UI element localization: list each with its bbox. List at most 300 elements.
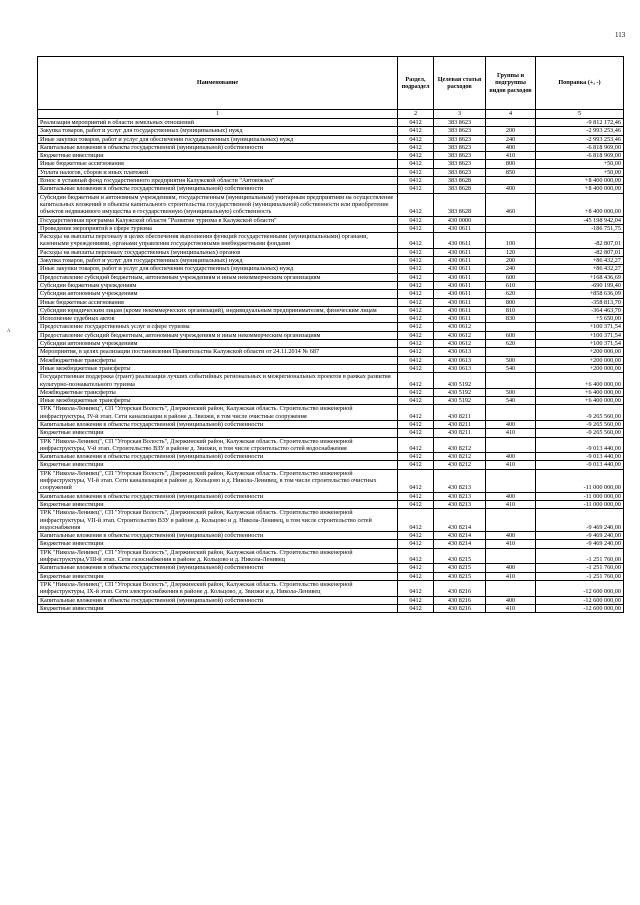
table-row — [38, 127, 624, 135]
table-row — [38, 532, 624, 540]
row-group — [486, 469, 536, 492]
row-article: 430 8215 — [434, 572, 486, 580]
row-amount: +168 436,69 — [536, 273, 624, 281]
row-section: 0412 — [398, 127, 434, 135]
row-name: Уплата налогов, сборов и иных платежей — [38, 168, 398, 176]
row-group: 410 — [486, 429, 536, 437]
row-article: 430 8215 — [434, 548, 486, 564]
row-group: 800 — [486, 298, 536, 306]
row-article: 430 0611 — [434, 265, 486, 273]
table-row — [38, 564, 624, 572]
table-row — [38, 273, 624, 281]
row-section: 0412 — [398, 388, 434, 396]
row-group: 810 — [486, 306, 536, 314]
row-group: 800 — [486, 160, 536, 168]
row-amount: +86 432,27 — [536, 265, 624, 273]
row-group: 410 — [486, 500, 536, 508]
row-amount: -6 818 969,00 — [536, 143, 624, 151]
row-amount: -82 807,01 — [536, 233, 624, 249]
row-amount: +8 400 000,00 — [536, 193, 624, 216]
row-section: 0412 — [398, 405, 434, 421]
row-article: 430 8212 — [434, 461, 486, 469]
row-group: 400 — [486, 564, 536, 572]
row-name: Бюджетные инвестиции — [38, 500, 398, 508]
row-amount: +8 400 000,00 — [536, 185, 624, 193]
row-group: 620 — [486, 340, 536, 348]
row-group: 850 — [486, 168, 536, 176]
row-name: Иные бюджетные ассигнования — [38, 298, 398, 306]
row-group: 410 — [486, 604, 536, 612]
row-article: 430 8213 — [434, 469, 486, 492]
row-amount: +86 432,27 — [536, 257, 624, 265]
row-section: 0412 — [398, 540, 434, 548]
table-row — [38, 331, 624, 339]
row-group — [486, 548, 536, 564]
row-amount: -82 807,01 — [536, 248, 624, 256]
row-group: 400 — [486, 596, 536, 604]
row-amount: -12 600 000,00 — [536, 604, 624, 612]
row-article: 430 0612 — [434, 331, 486, 339]
col-number: 3 — [434, 110, 486, 119]
table-row — [38, 580, 624, 596]
table-row — [38, 257, 624, 265]
row-name: Расходы на выплаты персоналу в целях обеспечения выполнения функций государственными (муниципальными) органами, казенными учреждениями, органами управления государственными внебюджетными фондами — [38, 233, 398, 249]
row-name: ТРК "Никола-Ленивец", СП "Угорская Волость", Дзержинский район, Калужская область. Строительство инженерной инфраструктуры,VIII-й этап. Сети газоснабжения в районе д. Кольцово и д. Никола-Ленивец — [38, 548, 398, 564]
table-row — [38, 224, 624, 232]
row-article: 430 0611 — [434, 315, 486, 323]
row-group: 200 — [486, 257, 536, 265]
row-amount: +8 400 000,00 — [536, 177, 624, 185]
row-amount: -9 265 560,00 — [536, 420, 624, 428]
table-row — [38, 281, 624, 289]
row-section: 0412 — [398, 224, 434, 232]
row-name: Бюджетные инвестиции — [38, 461, 398, 469]
row-section: 0412 — [398, 509, 434, 532]
row-article: 430 8211 — [434, 405, 486, 421]
row-group: 120 — [486, 248, 536, 256]
row-amount: +6 400 000,00 — [536, 388, 624, 396]
row-section: 0412 — [398, 177, 434, 185]
row-group: 400 — [486, 185, 536, 193]
row-amount: -186 751,75 — [536, 224, 624, 232]
row-amount: +200 000,00 — [536, 356, 624, 364]
row-amount: -9 469 240,00 — [536, 532, 624, 540]
row-section: 0412 — [398, 348, 434, 356]
table-row — [38, 168, 624, 176]
row-article: 383 8623 — [434, 119, 486, 127]
table-row — [38, 160, 624, 168]
row-group: 610 — [486, 281, 536, 289]
row-article: 430 0612 — [434, 340, 486, 348]
row-name: Закупка товаров, работ и услуг для государственных (муниципальных) нужд — [38, 257, 398, 265]
row-name: Бюджетные инвестиции — [38, 152, 398, 160]
row-section: 0412 — [398, 500, 434, 508]
row-article: 430 0611 — [434, 273, 486, 281]
row-group — [486, 119, 536, 127]
row-amount: -9 013 440,00 — [536, 437, 624, 453]
row-group: 400 — [486, 492, 536, 500]
col-number: 2 — [398, 110, 434, 119]
row-article: 430 0611 — [434, 306, 486, 314]
row-article: 430 8214 — [434, 540, 486, 548]
row-article: 430 0611 — [434, 233, 486, 249]
row-amount: -9 265 560,00 — [536, 429, 624, 437]
row-section: 0412 — [398, 572, 434, 580]
row-section: 0412 — [398, 119, 434, 127]
table-row — [38, 500, 624, 508]
row-section: 0412 — [398, 548, 434, 564]
row-article: 383 8628 — [434, 177, 486, 185]
row-name: Субсидии юридическим лицам (кроме некоммерческих организаций), индивидуальным предпринимателям, физическим лицам — [38, 306, 398, 314]
row-article: 430 5192 — [434, 388, 486, 396]
row-amount: -9 812 172,46 — [536, 119, 624, 127]
row-name: ТРК "Никола-Ленивец", СП "Угорская Волость", Дзержинский район, Калужская область. Строительство инженерной инфраструктуры, IX-й этап. Сети электроснабжения в районе д. Кольцово, д. Звизжи и д. Никола-Ленивец — [38, 580, 398, 596]
row-amount: +200 000,00 — [536, 364, 624, 372]
row-article: 430 8211 — [434, 420, 486, 428]
row-section: 0412 — [398, 364, 434, 372]
row-section: 0412 — [398, 257, 434, 265]
row-amount: -2 993 253,46 — [536, 127, 624, 135]
row-section: 0412 — [398, 135, 434, 143]
table-row — [38, 604, 624, 612]
col-number: 5 — [536, 110, 624, 119]
row-name: Бюджетные инвестиции — [38, 604, 398, 612]
row-section: 0412 — [398, 453, 434, 461]
row-section: 0412 — [398, 193, 434, 216]
row-amount: +100 371,54 — [536, 340, 624, 348]
col-number: 1 — [38, 110, 398, 119]
row-amount: -45 198 942,04 — [536, 216, 624, 224]
table-row — [38, 540, 624, 548]
row-section: 0412 — [398, 373, 434, 389]
row-amount: -9 469 240,00 — [536, 540, 624, 548]
row-section: 0412 — [398, 143, 434, 151]
header-row — [38, 57, 624, 110]
row-name: Государственная поддержка (грант) реализации лучших событийных региональных и межрегиональных проектов в рамках развития культурно-познавательного туризма — [38, 373, 398, 389]
row-amount: -11 000 000,00 — [536, 500, 624, 508]
row-amount: -12 600 000,00 — [536, 580, 624, 596]
table-row — [38, 216, 624, 224]
row-article: 383 8623 — [434, 152, 486, 160]
row-group: 200 — [486, 127, 536, 135]
row-name: ТРК "Никола-Ленивец", СП "Угорская Волость", Дзержинский район, Калужская область. Строительство инженерной инфраструктуры, IV-й этап. Сети канализации в районе д. Звизжи, в том числе очистные сооружения — [38, 405, 398, 421]
row-section: 0412 — [398, 168, 434, 176]
row-name: Межбюджетные трансферты — [38, 356, 398, 364]
row-article: 430 0613 — [434, 348, 486, 356]
table-row — [38, 177, 624, 185]
row-group — [486, 216, 536, 224]
row-name: Капитальные вложения в объекты государственной (муниципальной) собственности — [38, 532, 398, 540]
row-name: ТРК "Никола-Ленивец", СП "Угорская Волость", Дзержинский район, Калужская область. Строительство инженерной инфраструктуры, VII-й этап. Строительство ВЗУ в районе д. Кольцово и д. Никола-Ленивец, в том числе строительство сетей водоснабжения — [38, 509, 398, 532]
table-row — [38, 548, 624, 564]
row-name: Межбюджетные трансферты — [38, 388, 398, 396]
row-group — [486, 437, 536, 453]
row-article: 383 8623 — [434, 160, 486, 168]
row-amount: -9 469 240,00 — [536, 509, 624, 532]
row-section: 0412 — [398, 331, 434, 339]
row-group: 460 — [486, 193, 536, 216]
table-row — [38, 315, 624, 323]
row-name: Бюджетные инвестиции — [38, 572, 398, 580]
row-section: 0412 — [398, 420, 434, 428]
table-row — [38, 119, 624, 127]
table-row — [38, 152, 624, 160]
row-section: 0412 — [398, 461, 434, 469]
row-section: 0412 — [398, 160, 434, 168]
row-name: Иные межбюджетные трансферты — [38, 397, 398, 405]
row-amount: -12 600 000,00 — [536, 596, 624, 604]
row-group: 500 — [486, 356, 536, 364]
row-section: 0412 — [398, 298, 434, 306]
row-group: 540 — [486, 364, 536, 372]
table-row — [38, 290, 624, 298]
row-name: Проведение мероприятий в сфере туризма — [38, 224, 398, 232]
table-row — [38, 461, 624, 469]
row-article: 430 8212 — [434, 453, 486, 461]
table-row — [38, 429, 624, 437]
row-name: Реализация мероприятий в области земельных отношений — [38, 119, 398, 127]
row-group — [486, 224, 536, 232]
row-group: 410 — [486, 540, 536, 548]
row-article: 383 8623 — [434, 168, 486, 176]
row-section: 0412 — [398, 397, 434, 405]
row-article: 430 8213 — [434, 500, 486, 508]
row-name: Иные закупки товаров, работ и услуг для обеспечения государственных (муниципальных) нужд — [38, 265, 398, 273]
column-numbers-row — [38, 110, 624, 119]
table-row — [38, 193, 624, 216]
row-name: Иные межбюджетные трансферты — [38, 364, 398, 372]
row-section: 0412 — [398, 290, 434, 298]
row-group: 240 — [486, 135, 536, 143]
table-row — [38, 596, 624, 604]
table-row — [38, 492, 624, 500]
row-amount: -9 013 440,00 — [536, 461, 624, 469]
row-section: 0412 — [398, 532, 434, 540]
row-section: 0412 — [398, 340, 434, 348]
table-row — [38, 388, 624, 396]
row-section: 0412 — [398, 564, 434, 572]
row-group: 400 — [486, 532, 536, 540]
row-amount: -690 199,40 — [536, 281, 624, 289]
row-article: 383 8628 — [434, 193, 486, 216]
row-amount: -2 993 253,46 — [536, 135, 624, 143]
table-row — [38, 185, 624, 193]
table-row — [38, 348, 624, 356]
table-row — [38, 298, 624, 306]
row-article: 383 8628 — [434, 185, 486, 193]
row-section: 0412 — [398, 604, 434, 612]
table-row — [38, 265, 624, 273]
row-section: 0412 — [398, 356, 434, 364]
row-section: 0412 — [398, 185, 434, 193]
row-article: 383 8623 — [434, 135, 486, 143]
row-amount: +6 400 000,00 — [536, 397, 624, 405]
row-article: 430 0611 — [434, 224, 486, 232]
table-row — [38, 405, 624, 421]
row-name: Капитальные вложения в объекты государственной (муниципальной) собственности — [38, 596, 398, 604]
row-name: Капитальные вложения в объекты государственной (муниципальной) собственности — [38, 420, 398, 428]
row-section: 0412 — [398, 596, 434, 604]
row-amount: +6 400 000,00 — [536, 373, 624, 389]
col-number: 4 — [486, 110, 536, 119]
row-article: 430 0611 — [434, 290, 486, 298]
row-name: Субсидии автономным учреждениям — [38, 340, 398, 348]
row-amount: -11 000 000,00 — [536, 469, 624, 492]
row-section: 0412 — [398, 248, 434, 256]
row-group — [486, 580, 536, 596]
row-name: Капитальные вложения в объекты государственной (муниципальной) собственности — [38, 564, 398, 572]
row-section: 0412 — [398, 580, 434, 596]
row-article: 430 8214 — [434, 532, 486, 540]
row-name: Капитальные вложения в объекты государственной (муниципальной) собственности — [38, 143, 398, 151]
row-group: 830 — [486, 315, 536, 323]
table-body — [38, 119, 624, 613]
row-article: 430 8216 — [434, 604, 486, 612]
row-group: 240 — [486, 265, 536, 273]
row-article: 430 8213 — [434, 492, 486, 500]
table-row — [38, 143, 624, 151]
col-header-group: Группы и подгруппы видов расходов — [486, 57, 536, 110]
row-name: Закупка товаров, работ и услуг для государственных (муниципальных) нужд — [38, 127, 398, 135]
row-section: 0412 — [398, 315, 434, 323]
budget-table — [37, 56, 624, 613]
row-section: 0412 — [398, 429, 434, 437]
row-name: Исполнение судебных актов — [38, 315, 398, 323]
row-article: 430 5192 — [434, 373, 486, 389]
table-row — [38, 364, 624, 372]
row-name: Предоставление субсидий бюджетным, автономным учреждениям и иным некоммерческим организациям — [38, 331, 398, 339]
row-group: 400 — [486, 420, 536, 428]
row-name: Субсидии автономным учреждениям — [38, 290, 398, 298]
row-group: 400 — [486, 453, 536, 461]
row-group: 620 — [486, 290, 536, 298]
row-amount: +200 000,00 — [536, 348, 624, 356]
row-group — [486, 509, 536, 532]
row-section: 0412 — [398, 437, 434, 453]
row-group: 500 — [486, 388, 536, 396]
row-name: Предоставление государственных услуг в сфере туризма — [38, 323, 398, 331]
row-article: 430 0611 — [434, 298, 486, 306]
row-name: Государственная программа Калужской области "Развитие туризма в Калужской области" — [38, 216, 398, 224]
row-group — [486, 373, 536, 389]
row-group: 410 — [486, 152, 536, 160]
table-row — [38, 306, 624, 314]
row-section: 0412 — [398, 492, 434, 500]
row-article: 430 8216 — [434, 596, 486, 604]
row-section: 0412 — [398, 323, 434, 331]
table-row — [38, 437, 624, 453]
row-section: 0412 — [398, 216, 434, 224]
row-amount: +100 371,54 — [536, 331, 624, 339]
row-name: Субсидии бюджетным и автономным учреждениям, государственным (муниципальным) унитарным предприятиям на осуществление капитальных вложений в объекты капитального строительства государственной (муниципальной) собственности или приобретение объектов недвижимого имущества в государственную (муниципальную) собственность — [38, 193, 398, 216]
row-name: Взнос в уставный фонд государственного предприятия Калужской области "Автовокзал" — [38, 177, 398, 185]
row-name: Субсидии бюджетным учреждениям — [38, 281, 398, 289]
row-group — [486, 405, 536, 421]
row-amount: +50,00 — [536, 168, 624, 176]
page-number: 113 — [615, 31, 626, 39]
table-row — [38, 356, 624, 364]
row-name: Иные бюджетные ассигнования — [38, 160, 398, 168]
row-amount: -1 251 760,00 — [536, 548, 624, 564]
row-section: 0412 — [398, 265, 434, 273]
table-row — [38, 453, 624, 461]
row-article: 383 8623 — [434, 127, 486, 135]
row-article: 430 8212 — [434, 437, 486, 453]
row-amount: -1 251 760,00 — [536, 564, 624, 572]
row-group — [486, 177, 536, 185]
row-article: 430 0000 — [434, 216, 486, 224]
row-name: Расходы на выплаты персоналу государственных (муниципальных) органов — [38, 248, 398, 256]
row-article: 430 8211 — [434, 429, 486, 437]
row-group: 100 — [486, 233, 536, 249]
row-name: Бюджетные инвестиции — [38, 429, 398, 437]
table-row — [38, 469, 624, 492]
table-row — [38, 397, 624, 405]
row-article: 430 5192 — [434, 397, 486, 405]
row-article: 430 0612 — [434, 323, 486, 331]
table-row — [38, 135, 624, 143]
col-header-article: Целевая статья расходов — [434, 57, 486, 110]
margin-mark: ʌ — [7, 326, 11, 334]
row-amount: +100 371,54 — [536, 323, 624, 331]
row-amount: +858 636,09 — [536, 290, 624, 298]
row-article: 430 0613 — [434, 356, 486, 364]
row-amount: -9 265 560,00 — [536, 405, 624, 421]
row-name: Иные закупки товаров, работ и услуг для обеспечения государственных (муниципальных) нужд — [38, 135, 398, 143]
col-header-amount: Поправка (+, -) — [536, 57, 624, 110]
table-row — [38, 373, 624, 389]
row-article: 430 8216 — [434, 580, 486, 596]
row-amount: -1 251 760,00 — [536, 572, 624, 580]
row-name: Мероприятия, в целях реализации постановления Правительства Калужской области от 24.11.2014 № 687 — [38, 348, 398, 356]
row-amount: -11 000 000,00 — [536, 492, 624, 500]
row-section: 0412 — [398, 281, 434, 289]
table-row — [38, 323, 624, 331]
row-group: 410 — [486, 461, 536, 469]
row-article: 430 8215 — [434, 564, 486, 572]
row-group: 400 — [486, 143, 536, 151]
row-section: 0412 — [398, 306, 434, 314]
table-row — [38, 572, 624, 580]
table-row — [38, 509, 624, 532]
row-article: 383 8623 — [434, 143, 486, 151]
row-name: Капитальные вложения в объекты государственной (муниципальной) собственности — [38, 453, 398, 461]
table-row — [38, 340, 624, 348]
row-article: 430 8214 — [434, 509, 486, 532]
row-article: 430 0611 — [434, 257, 486, 265]
row-group: 540 — [486, 397, 536, 405]
row-amount: +50,00 — [536, 160, 624, 168]
row-amount: -364 463,70 — [536, 306, 624, 314]
table-row — [38, 420, 624, 428]
row-name: ТРК "Никола-Ленивец", СП "Угорская Волость", Дзержинский район, Калужская область. Строительство инженерной инфраструктуры, VI-й этап. Сети канализации в районе д. Кольцово и д. Никола-Ленивец, в том числе строительство очистных сооружений — [38, 469, 398, 492]
row-section: 0412 — [398, 233, 434, 249]
row-section: 0412 — [398, 469, 434, 492]
row-section: 0412 — [398, 273, 434, 281]
table-row — [38, 233, 624, 249]
row-name: Капитальные вложения в объекты государственной (муниципальной) собственности — [38, 185, 398, 193]
row-group: 410 — [486, 572, 536, 580]
row-amount: -9 013 440,00 — [536, 453, 624, 461]
row-article: 430 0613 — [434, 364, 486, 372]
col-header-name: Наименование — [38, 57, 398, 110]
row-name: ТРК "Никола-Ленивец", СП "Угорская Волость", Дзержинский район, Калужская область. Строительство инженерной инфраструктуры, V-й этап. Строительство ВЗУ в районе д. Звизжи, в том числе строительство сетей водоснабжения — [38, 437, 398, 453]
col-header-section: Раздел, подраздел — [398, 57, 434, 110]
row-group — [486, 323, 536, 331]
row-amount: +5 650,00 — [536, 315, 624, 323]
table-row — [38, 248, 624, 256]
row-group: 600 — [486, 331, 536, 339]
